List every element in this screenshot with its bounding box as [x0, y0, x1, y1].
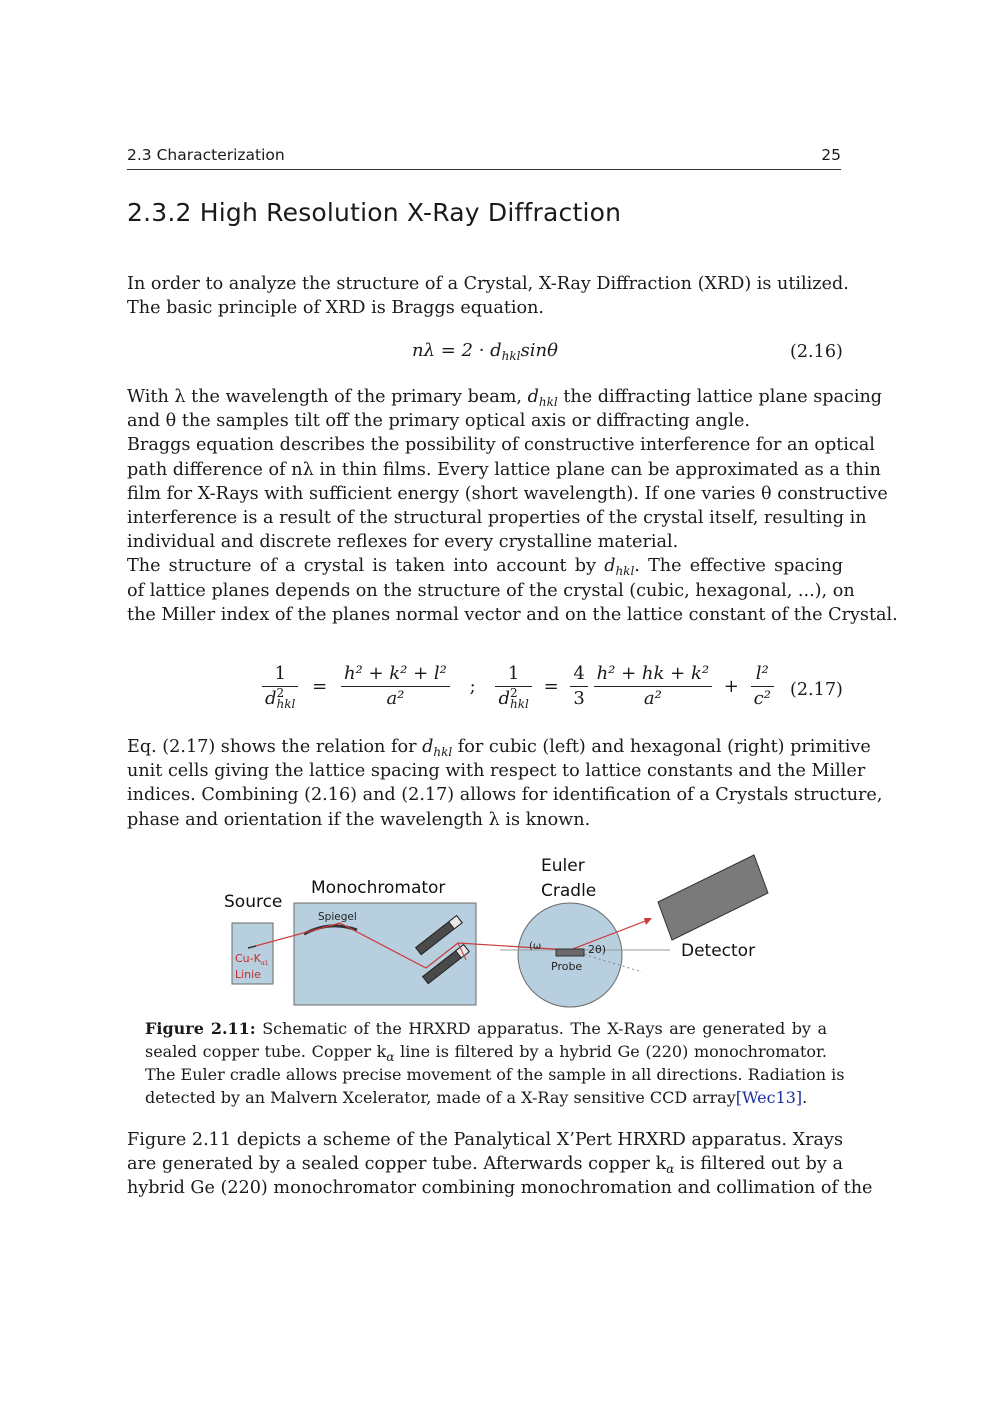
eq217-frac-hex — [594, 662, 712, 711]
eq217-den-2 — [495, 686, 531, 711]
p3-l1-d: d — [422, 737, 434, 757]
eq217-equals-a: = — [312, 675, 328, 697]
eq217-plus: + — [723, 675, 739, 697]
label-source: Source — [224, 892, 283, 912]
intro-line-2: The basic principle of XRD is Braggs equation. — [127, 298, 545, 319]
eq216-rhs: sinθ — [520, 340, 558, 361]
probe-sample — [556, 949, 584, 956]
p2-line-4: path difference of nλ in thin films. Every lattice plane can be approximated as a thin — [127, 459, 881, 480]
paragraph-4 — [127, 1128, 873, 1201]
p2-l8-d: d — [604, 556, 616, 577]
p3-l1a: Eq. (2.17) shows the relation for — [127, 737, 423, 757]
p2-line-5: film for X-Rays with sufficient energy (short wavelength). If one varies θ constructive — [127, 483, 888, 504]
paragraph-2 — [127, 385, 898, 627]
section-title: 2.3.2 High Resolution X-Ray Diffraction — [127, 198, 622, 227]
caption-l4a: detected by an Malvern Xcelerator, made of a X-Ray sensitive CCD array — [145, 1088, 736, 1107]
p2-l1b: the diffracting lattice plane spacing — [557, 387, 883, 407]
intro-paragraph — [127, 272, 849, 320]
eq217-hex-den: a² — [594, 686, 712, 711]
hrxrd-schematic — [200, 850, 780, 1010]
p2-line-7: individual and discrete reflexes for every crystalline material. — [127, 532, 679, 553]
eq217-separator: ; — [469, 675, 476, 697]
p3-line-1 — [127, 735, 871, 759]
label-omega: (ω — [529, 941, 542, 952]
eq217-equals-b: = — [543, 675, 559, 697]
label-euler-2: Cradle — [541, 881, 597, 901]
running-head — [127, 145, 841, 170]
label-linie: Linie — [235, 968, 261, 981]
eq217-hkl-b: hkl — [509, 697, 529, 711]
caption-line-4 — [145, 1086, 827, 1109]
p4-l2b: is filtered out by a — [674, 1154, 844, 1175]
eq217-frac-1 — [262, 662, 298, 711]
caption-l4b: . — [802, 1088, 808, 1107]
p2-line-6: interference is a result of the structural properties of the crystal itself, resulting in — [127, 507, 867, 528]
eq217-two-b: 2 — [509, 686, 518, 700]
label-probe: Probe — [551, 960, 583, 973]
caption-l1: Schematic of the HRXRD apparatus. The X-Rays are generated by a — [255, 1019, 828, 1038]
eq217-one-a: 1 — [274, 663, 286, 684]
eq217-cubic-num: h² + k² + l² — [343, 663, 447, 684]
detector-block — [658, 855, 768, 940]
p2-line-1 — [127, 385, 883, 409]
eq217-cubic-den: a² — [341, 686, 450, 711]
eq217-one-b: 1 — [507, 663, 520, 684]
eq217-four: 4 — [573, 663, 585, 684]
eq217-two-a: 2 — [276, 686, 285, 700]
eq217-three: 3 — [570, 686, 587, 711]
equation-2-17 — [262, 662, 774, 711]
p3-line-3: indices. Combining (2.16) and (2.17) allows for identification of a Crystals structure, — [127, 785, 883, 806]
eq217-d-b: d — [498, 688, 510, 709]
eq217-frac-c — [751, 662, 774, 711]
caption-l2-sub: α — [386, 1050, 395, 1064]
citation-link[interactable]: [Wec13] — [735, 1088, 803, 1107]
eq217-hex-num: h² + hk + k² — [596, 663, 710, 684]
equation-2-17-number: (2.17) — [790, 680, 843, 700]
intro-line-1: In order to analyze the structure of a Crystal, X-Ray Diffraction (XRD) is utilized. — [127, 274, 849, 294]
caption-label: Figure 2.11: — [145, 1019, 256, 1038]
beam-arrowhead — [644, 918, 652, 925]
label-monochromator: Monochromator — [311, 878, 446, 898]
running-head-section: 2.3 Characterization — [127, 146, 285, 164]
label-euler-1: Euler — [541, 856, 585, 876]
caption-l2a: sealed copper tube. Copper k — [145, 1042, 387, 1061]
p2-l1a: With λ the wavelength of the primary beam, — [127, 387, 528, 407]
equation-2-16 — [412, 340, 558, 363]
caption-line-1 — [145, 1017, 827, 1040]
eq217-c-den: c² — [751, 686, 774, 711]
p3-l1b: for cubic (left) and hexagonal (right) primitive — [452, 737, 871, 757]
page-number: 25 — [821, 146, 841, 164]
label-two-theta: 2θ) — [588, 943, 607, 956]
label-cuk-main: Cu-K — [235, 952, 261, 965]
eq217-den-1 — [262, 686, 298, 711]
p4-l2-sub: α — [666, 1162, 675, 1177]
p3-line-2: unit cells giving the lattice spacing with respect to lattice constants and the Miller — [127, 761, 866, 782]
eq217-frac-4-3 — [570, 662, 587, 711]
eq217-frac-cubic — [341, 662, 450, 711]
eq217-frac-2 — [495, 662, 531, 711]
figure-caption — [145, 1017, 845, 1109]
caption-l2b: line is filtered by a hybrid Ge (220) monochromator. — [394, 1042, 827, 1061]
eq216-sub: hkl — [501, 349, 521, 363]
eq217-c-num: l² — [755, 663, 769, 684]
p2-line-2: and θ the samples tilt off the primary optical axis or diffracting angle. — [127, 411, 750, 432]
p4-line-3: hybrid Ge (220) monochromator combining monochromation and collimation of the — [127, 1178, 873, 1199]
p2-l1-sub: hkl — [538, 395, 558, 409]
p2-line-3: Braggs equation describes the possibility of constructive interference for an optical — [127, 435, 875, 456]
equation-2-16-number: (2.16) — [790, 342, 843, 362]
p3-line-4: phase and orientation if the wavelength λ is known. — [127, 809, 591, 830]
label-cuk-sub: α1 — [260, 960, 269, 967]
p4-line-2 — [127, 1152, 843, 1176]
p2-line-10: the Miller index of the planes normal vector and on the lattice constant of the Crystal. — [127, 604, 898, 625]
p2-l8b: . The effective spacing — [634, 556, 843, 577]
eq216-lhs: nλ = 2 · d — [412, 340, 502, 361]
p2-line-8 — [127, 554, 843, 578]
p4-line-1: Figure 2.11 depicts a scheme of the Panalytical X’Pert HRXRD apparatus. Xrays — [127, 1130, 843, 1150]
label-spiegel: Spiegel — [318, 911, 357, 923]
paragraph-3 — [127, 735, 883, 832]
p2-line-9: of lattice planes depends on the structure of the crystal (cubic, hexagonal, ...), on — [127, 580, 855, 601]
p4-l2a: are generated by a sealed copper tube. Afterwards copper k — [127, 1154, 667, 1175]
label-detector: Detector — [681, 941, 756, 961]
eq217-d-a: d — [265, 688, 277, 709]
eq217-hkl-a: hkl — [276, 697, 296, 711]
p3-l1-sub: hkl — [433, 745, 453, 759]
p2-l8-sub: hkl — [615, 564, 635, 579]
caption-line-3: The Euler cradle allows precise movement of the sample in all directions. Radiation is — [145, 1065, 845, 1084]
p2-l8a: The structure of a crystal is taken into account by — [127, 556, 605, 577]
caption-line-2 — [145, 1040, 827, 1063]
p2-l1-d: d — [527, 387, 539, 407]
